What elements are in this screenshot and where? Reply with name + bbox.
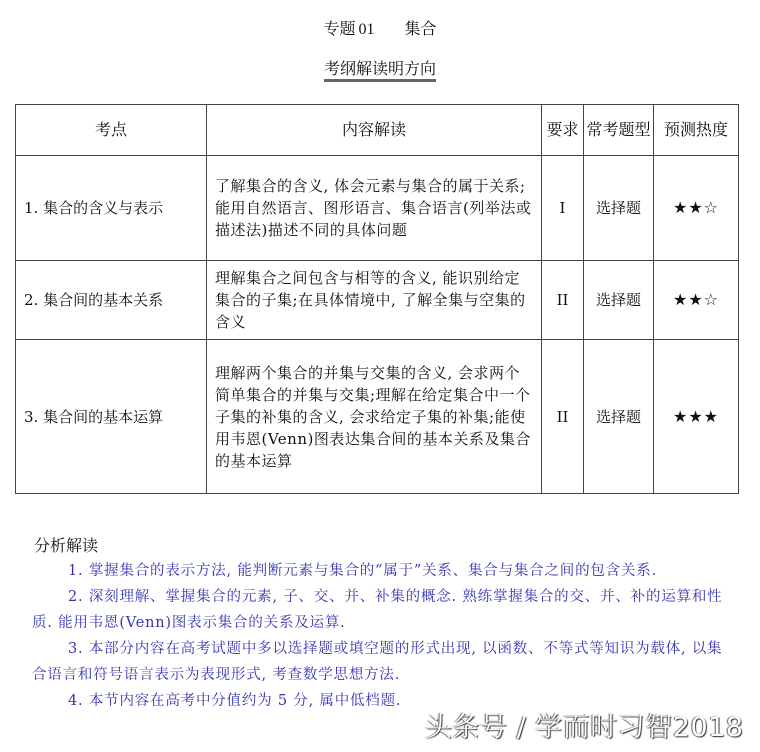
table-row <box>16 156 739 261</box>
table-row <box>16 340 739 494</box>
header-requirement: 要求 <box>542 105 584 156</box>
content-cell: 了解集合的含义, 体会元素与集合的属于关系;能用自然语言、图形语言、集合语言(列举法或描述法)描述不同的具体问题 <box>207 156 542 261</box>
analysis-section <box>34 533 734 714</box>
header-content: 内容解读 <box>207 105 542 156</box>
analysis-paragraph: 2. 深刻理解、掌握集合的元素, 子、交、并、补集的概念. 熟练掌握集合的交、并、补的运算和性质. 能用韦恩(Venn)图表示集合的关系及运算. <box>32 589 723 631</box>
document-title <box>0 16 760 39</box>
heat-stars-icon: ★★★ <box>654 340 739 494</box>
question-type-cell: 选择题 <box>584 340 654 494</box>
topic-cell: 2. 集合间的基本关系 <box>16 261 207 340</box>
title-topic: 集合 <box>404 19 437 38</box>
analysis-paragraph: 3. 本部分内容在高考试题中多以选择题或填空题的形式出现, 以函数、不等式等知识为载体, 以集合语言和符号语言表示为表现形式, 考查数学思想方法. <box>32 641 723 683</box>
document-subtitle <box>0 56 760 79</box>
topic-cell: 3. 集合间的基本运算 <box>16 340 207 494</box>
title-prefix: 专题 <box>323 19 356 38</box>
table-header-row <box>16 105 739 156</box>
analysis-paragraph: 4. 本节内容在高考中分值约为 5 分, 属中低档题. <box>68 693 402 709</box>
subtitle-text: 考纲解读明方向 <box>324 59 436 82</box>
analysis-heading: 分析解读 <box>34 536 99 555</box>
requirement-cell: I <box>542 156 584 261</box>
analysis-paragraph: 1. 掌握集合的表示方法, 能判断元素与集合的“属于”关系、集合与集合之间的包含关系. <box>68 563 657 579</box>
watermark: 头条号 / 学而时习智2018 <box>425 712 744 743</box>
exam-outline-table <box>15 104 739 494</box>
question-type-cell: 选择题 <box>584 261 654 340</box>
content-cell: 理解两个集合的并集与交集的含义, 会求两个简单集合的并集与交集;理解在给定集合中一个子集的补集的含义, 会求给定子集的补集;能使用韦恩(Venn)图表达集合间的基本关系及集合的基本运算 <box>207 340 542 494</box>
heat-stars-icon: ★★☆ <box>654 261 739 340</box>
title-number: 01 <box>358 21 375 38</box>
header-question-type: 常考题型 <box>584 105 654 156</box>
heat-stars-icon: ★★☆ <box>654 156 739 261</box>
topic-cell: 1. 集合的含义与表示 <box>16 156 207 261</box>
header-heat: 预测热度 <box>654 105 739 156</box>
header-topic: 考点 <box>16 105 207 156</box>
question-type-cell: 选择题 <box>584 156 654 261</box>
table-row <box>16 261 739 340</box>
content-cell: 理解集合之间包含与相等的含义, 能识别给定集合的子集;在具体情境中, 了解全集与空集的含义 <box>207 261 542 340</box>
requirement-cell: II <box>542 261 584 340</box>
requirement-cell: II <box>542 340 584 494</box>
